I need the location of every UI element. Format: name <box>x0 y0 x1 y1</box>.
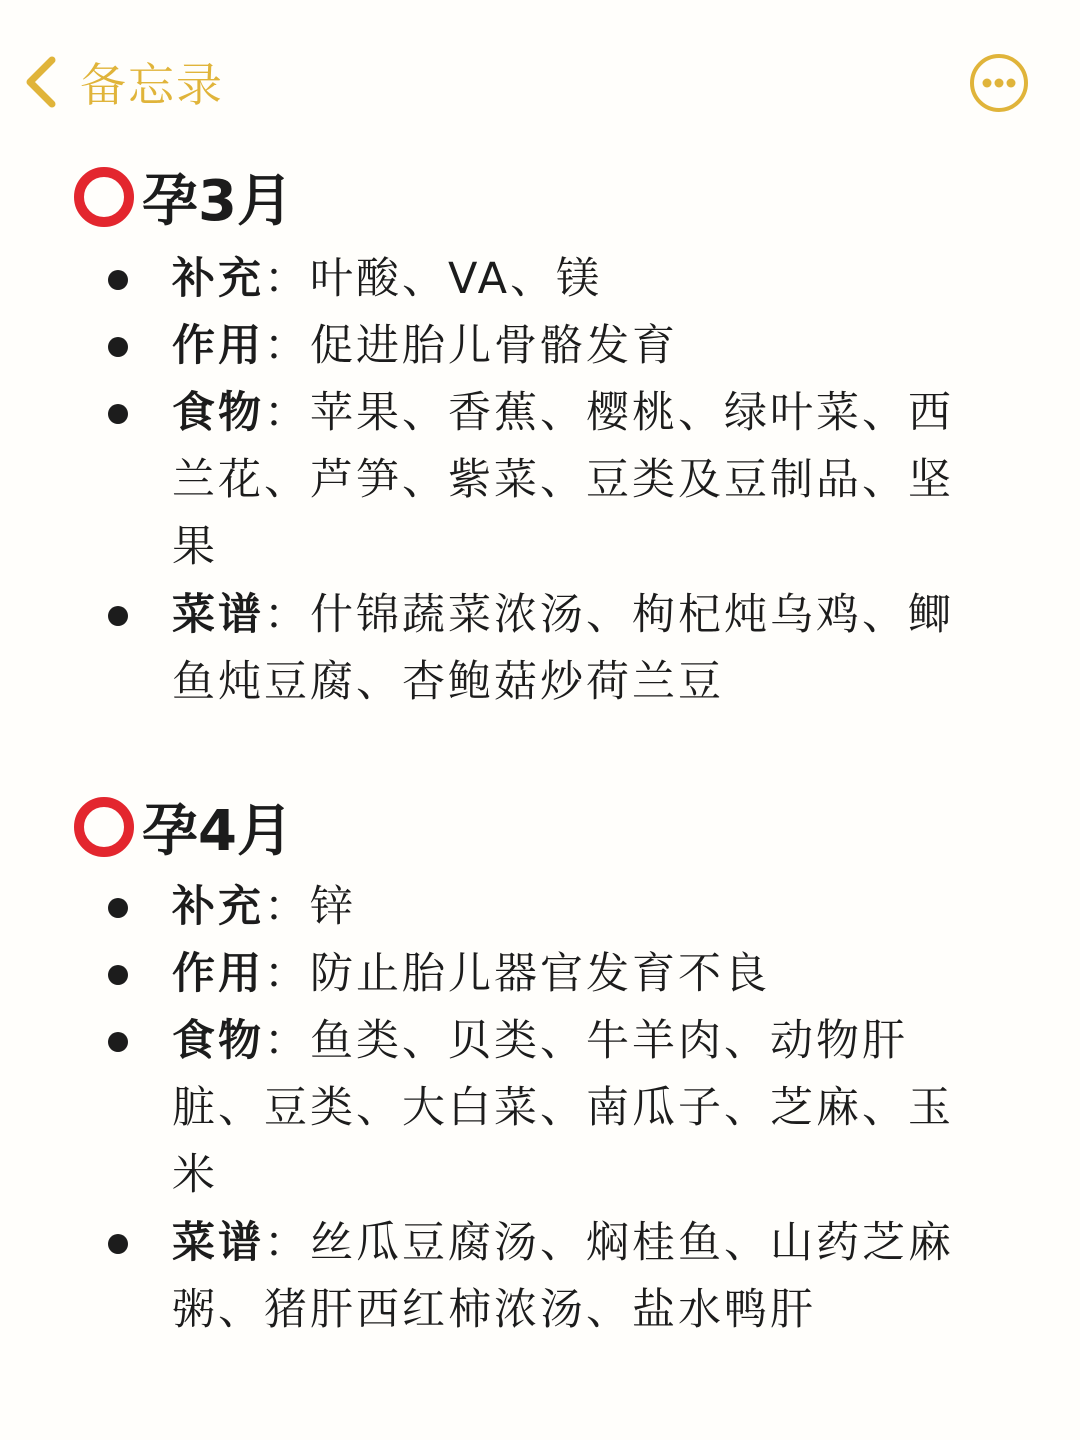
item-label: 作用 <box>172 949 264 999</box>
item-value: 苹果、香蕉、樱桃、绿叶菜、西兰花、芦笋、紫菜、豆类及豆制品、坚果 <box>172 388 954 572</box>
item-value: 防止胎儿器官发育不良 <box>310 949 770 999</box>
item-separator: ： <box>264 949 310 999</box>
item-separator: ： <box>264 1218 310 1268</box>
bullet-icon <box>108 1032 128 1052</box>
back-button[interactable] <box>22 50 224 114</box>
chevron-left-icon <box>22 52 62 112</box>
item-label: 作用 <box>172 321 264 371</box>
item-separator: ： <box>264 590 310 640</box>
bullet-icon <box>108 965 128 985</box>
section-title-text: 孕3月 <box>142 169 293 234</box>
bullet-icon <box>108 898 128 918</box>
red-ring-icon <box>72 165 136 229</box>
item-label: 食物 <box>172 388 264 438</box>
item-value: 鱼类、贝类、牛羊肉、动物肝脏、豆类、大白菜、南瓜子、芝麻、玉米 <box>172 1016 954 1200</box>
bullet-icon <box>108 1234 128 1254</box>
navigation-bar <box>0 0 1080 150</box>
item-value: 锌 <box>310 882 356 932</box>
bullet-icon <box>108 337 128 357</box>
item-separator: ： <box>264 388 310 438</box>
item-label: 补充 <box>172 254 264 304</box>
item-label: 补充 <box>172 882 264 932</box>
section-title-month-3 <box>72 162 293 232</box>
more-options-icon[interactable] <box>968 52 1030 114</box>
item-label: 食物 <box>172 1016 264 1066</box>
bullet-icon <box>108 606 128 626</box>
item-separator: ： <box>264 321 310 371</box>
item-label: 菜谱 <box>172 1218 264 1268</box>
item-separator: ： <box>264 1016 310 1066</box>
item-separator: ： <box>264 254 310 304</box>
item-value: 叶酸、VA、镁 <box>310 254 603 304</box>
bullet-icon <box>108 404 128 424</box>
bullet-icon <box>108 270 128 290</box>
red-ring-icon <box>72 795 136 859</box>
section-title-text: 孕4月 <box>142 799 293 864</box>
item-value: 丝瓜豆腐汤、焖桂鱼、山药芝麻粥、猪肝西红柿浓汤、盐水鸭肝 <box>172 1218 954 1335</box>
item-separator: ： <box>264 882 310 932</box>
section-title-month-4 <box>72 792 293 862</box>
item-value: 什锦蔬菜浓汤、枸杞炖乌鸡、鲫鱼炖豆腐、杏鲍菇炒荷兰豆 <box>172 590 954 707</box>
item-label: 菜谱 <box>172 590 264 640</box>
back-label: 备忘录 <box>80 58 224 112</box>
item-value: 促进胎儿骨骼发育 <box>310 321 678 371</box>
